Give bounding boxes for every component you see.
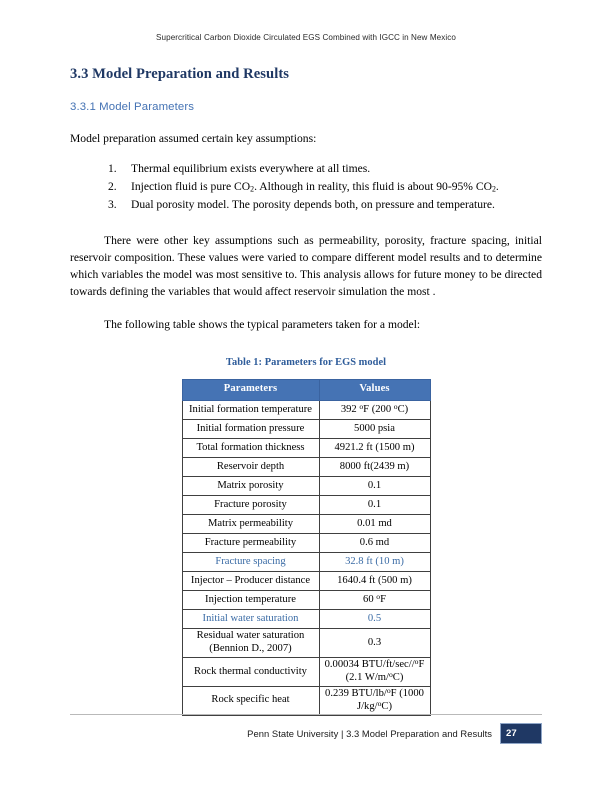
value-cell: 5000 psia xyxy=(319,420,430,439)
table-row xyxy=(182,515,430,534)
table-row xyxy=(182,439,430,458)
table-caption: Table 1: Parameters for EGS model xyxy=(225,357,387,369)
table-row xyxy=(182,401,430,420)
value-cell: 0.5 xyxy=(319,610,430,629)
value-cell: 0.00034 BTU/ft/sec//$^o$F (2.1 W/m/$^o$C) xyxy=(319,658,430,687)
value-cell: 0.239 BTU/lb/$^o$F (1000 J/kg/$^o$C) xyxy=(319,686,430,715)
table-row xyxy=(182,686,430,715)
page-content xyxy=(70,66,542,716)
list-item xyxy=(70,178,542,196)
value-cell: 4921.2 ft (1500 m) xyxy=(319,439,430,458)
table-row xyxy=(182,534,430,553)
parameters-table xyxy=(182,379,431,715)
parameter-cell: Fracture spacing xyxy=(182,553,319,572)
parameter-cell: Reservoir depth xyxy=(182,458,319,477)
subsection-heading: 3.3.1 Model Parameters xyxy=(70,100,195,113)
assumption-text-3: Dual porosity model. The porosity depends both, on pressure and temperature. xyxy=(131,197,495,211)
table-row xyxy=(182,477,430,496)
parameter-cell: Matrix permeability xyxy=(182,515,319,534)
value-cell: 0.01 md xyxy=(319,515,430,534)
value-cell: 8000 ft(2439 m) xyxy=(319,458,430,477)
parameter-cell: Injector – Producer distance xyxy=(182,572,319,591)
table-row xyxy=(182,420,430,439)
parameter-cell: Rock specific heat xyxy=(182,686,319,715)
value-cell: 0.1 xyxy=(319,496,430,515)
value-cell: 0.1 xyxy=(319,477,430,496)
parameter-cell: Fracture permeability xyxy=(182,534,319,553)
table-row xyxy=(182,553,430,572)
column-header-values: Values xyxy=(319,380,430,401)
value-cell: 32.8 ft (10 m) xyxy=(319,553,430,572)
co2-subscript-b: 2 xyxy=(491,184,496,194)
parameter-cell: Initial formation temperature xyxy=(182,401,319,420)
footer-divider xyxy=(70,714,542,715)
table-container xyxy=(70,368,542,715)
assumptions-list xyxy=(70,147,542,213)
table-row xyxy=(182,458,430,477)
table-row xyxy=(182,496,430,515)
assumption-text-2c: . xyxy=(495,179,499,193)
value-cell: 392 $^o$F (200 $^o$C) xyxy=(319,401,430,420)
running-header: Supercritical Carbon Dioxide Circulated EGS Combined with IGCC in New Mexico xyxy=(156,33,456,42)
table-row xyxy=(182,610,430,629)
parameter-cell: Total formation thickness xyxy=(182,439,319,458)
value-cell: 0.3 xyxy=(319,629,430,658)
table-row xyxy=(182,629,430,658)
list-item xyxy=(70,196,542,214)
assumption-text-1: Thermal equilibrium exists everywhere at all times. xyxy=(131,162,371,176)
table-row xyxy=(182,591,430,610)
assumption-text-2b: . Although in reality, this fluid is about 90-95% CO xyxy=(254,179,492,193)
value-cell: 0.6 md xyxy=(319,534,430,553)
other-assumptions-paragraph: There were other key assumptions such as permeability, porosity, fracture spacing, initial reservoir composition. These values were varied to compare different model results and to determine which variables the model was most sensitive to. This analysis allows for future money to be directed towards defining the variables that would affect reservoir simulation the most . xyxy=(70,234,542,299)
footer-label: Penn State University | 3.3 Model Preparation and Results xyxy=(247,727,492,739)
parameter-cell: Matrix porosity xyxy=(182,477,319,496)
table-row xyxy=(182,658,430,687)
table-lead-in-paragraph: The following table shows the typical parameters taken for a model: xyxy=(104,318,421,332)
section-heading: 3.3 Model Preparation and Results xyxy=(70,66,290,82)
page-footer xyxy=(70,722,542,744)
value-cell: 1640.4 ft (500 m) xyxy=(319,572,430,591)
co2-subscript-a: 2 xyxy=(250,184,255,194)
intro-paragraph: Model preparation assumed certain key assumptions: xyxy=(70,132,317,146)
parameter-cell: Rock thermal conductivity xyxy=(182,658,319,687)
table-body xyxy=(182,401,430,716)
list-item xyxy=(70,160,542,178)
column-header-parameters: Parameters xyxy=(182,380,319,401)
table-header-row xyxy=(182,380,430,401)
parameter-cell: Fracture porosity xyxy=(182,496,319,515)
value-cell: 60 $^o$F xyxy=(319,591,430,610)
table-row xyxy=(182,572,430,591)
page-number-badge: 27 xyxy=(500,723,542,744)
parameter-cell: Initial water saturation xyxy=(182,610,319,629)
parameter-cell: Residual water saturation (Bennion D., 2007) xyxy=(182,629,319,658)
assumption-text-2a: Injection fluid is pure CO xyxy=(131,179,251,193)
parameter-cell: Initial formation pressure xyxy=(182,420,319,439)
parameter-cell: Injection temperature xyxy=(182,591,319,610)
